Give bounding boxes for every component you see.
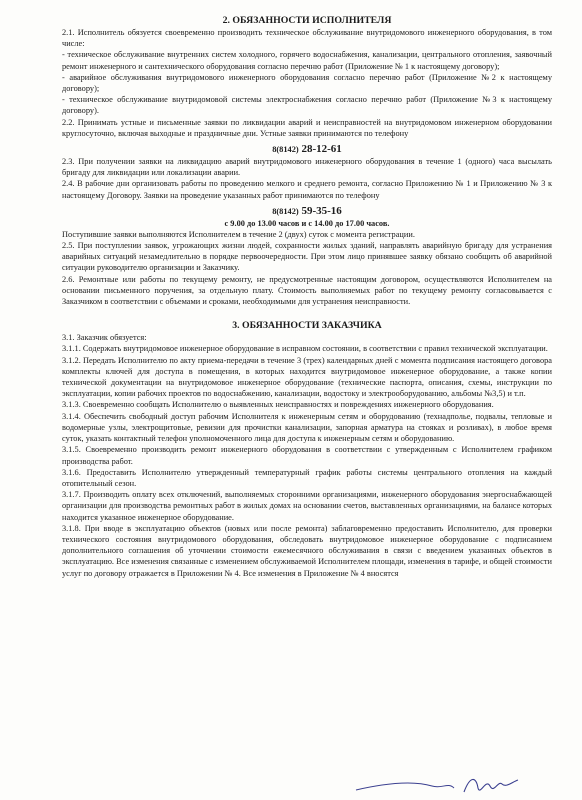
repair-phone: [62, 205, 552, 218]
clause-3-1-2: 3.1.2. Передать Исполнителю по акту приема-передачи в течение 3 (трех) календарных дней с момента подписания настоящего договора комплекты ключей для доступа в помещения, в которых находится внутридомовое инженерное оборудование, а также копии технической документации на внутридомовое инженерное оборудование (технические паспорта, описания, схемы, инструкции по эксплуатации, копии рабочих проектов по водоснабжению, канализации, водостоку и электрооборудованию, альбомы №3,5) и т.п.: [62, 355, 552, 399]
clause-3-1-5: 3.1.5. Своевременно производить ремонт инженерного оборудования в соответствии с утвержденным с Исполнителем графиком производства работ.: [62, 445, 552, 466]
working-hours: с 9.00 до 13.00 часов и с 14.00 до 17.00 часов.: [224, 218, 390, 228]
clause-2-1: 2.1. Исполнитель обязуется своевременно производить техническое обслуживание внутридомового инженерного оборудования, в том числе:: [62, 28, 552, 49]
clause-2-6: 2.6. Ремонтные или работы по текущему ремонту, не предусмотренные настоящим договором, осуществляются Исполнителем на основании письменного поручения, за отдельную плату. Стоимость выполняемых работ по текущему ремонту согласовывается с Заказчиком в соответствии с объемами и сроками, необходимыми для устранения неисправности.: [62, 274, 552, 307]
clause-2-4-note: Поступившие заявки выполняются Исполнителем в течение 2 (двух) суток с момента регистрации.: [62, 229, 415, 239]
clause-2-2: 2.2. Принимать устные и письменные заявки по ликвидации аварий и неисправностей на внутридомовом инженерном оборудовании круглосуточно, включая выходные и праздничные дни. Устные заявки принимаются по телефону: [62, 117, 552, 138]
clause-3-1-7: 3.1.7. Производить оплату всех отключений, выполняемых сторонними организациями, инженерного оборудования энергоснабжающей организации для производства ремонтных работ в жилых домах на основании счетов, выставленных организациями, на балансе которых находится указанное инженерное оборудование.: [62, 490, 552, 522]
signature-icon: [352, 770, 522, 798]
clause-3-1: 3.1. Заказчик обязуется:: [62, 333, 147, 343]
clause-2-1-item-1: - техническое обслуживание внутренних систем холодного, горячего водоснабжения, канализации, центрального отопления, заявочный ремонт инженерного и сантехнического оборудования согласно перечню работ (Приложение № 1 к настоящему договору);: [62, 50, 552, 71]
clause-3-1-4: 3.1.4. Обеспечить свободный доступ рабочим Исполнителя к инженерным сетям и оборудованию (технадполье, подвалы, тепловые и водомерные узлы, электрощитовые, ревизии для прочистки канализации, запорная арматура на стояках и розливах), в любое время суток, указать контактный телефон уполномоченного лица для доступа к инженерным сетям и оборудованию.: [62, 411, 552, 444]
section-3-title: 3. ОБЯЗАННОСТИ ЗАКАЗЧИКА: [232, 320, 382, 332]
section-2-title: 2. ОБЯЗАННОСТИ ИСПОЛНИТЕЛЯ: [222, 15, 392, 26]
clause-2-5: 2.5. При поступлении заявок, угрожающих жизни людей, сохранности жилых зданий, направлять аварийную бригаду для устранения аварийных ситуаций незамедлительно в порядке первоочередности. При этом лицо принявшее заявку обязано сообщить об аварийной ситуации руководителю организации и Заказчику.: [62, 241, 552, 273]
clause-3-1-8: 3.1.8. При вводе в эксплуатацию объектов (новых или после ремонта) заблаговременно предоставить Исполнителю, для проверки технического состояния внутридомового оборудования, обследовать внутридомовое инженерное оборудование с подписанием дополнительного соглашения об уточнении стоимости ежемесячного обслуживания в связи с введением указанных объектов в эксплуатацию. Все изменения связанные с изменением обслуживаемой Исполнителем площади, изменения в тарифе, и общей стоимости услуг по договору отражается в Приложении № 4. Все изменения в Приложение № 4 вносятся: [62, 523, 552, 578]
document-page: [62, 14, 552, 579]
clause-2-4: 2.4. В рабочие дни организовать работы по проведению мелкого и среднего ремонта, согласно Приложению № 1 и Приложению № 3 к настоящему Договору. Заявки на проведение указанных работ принимаются по телефону: [62, 179, 552, 200]
clause-2-1-item-3: - техническое обслуживание внутридомовой системы электроснабжения согласно перечню работ (Приложение №3 к настоящему договору).: [62, 95, 552, 116]
repair-phone-number: 59-35-16: [301, 204, 342, 217]
clause-3-1-1: 3.1.1. Содержать внутридомовое инженерное оборудование в исправном состоянии, в соответствии с правил технической эксплуатации.: [62, 344, 548, 354]
clause-2-1-item-2: - аварийное обслуживания внутридомового инженерного оборудования согласно перечню работ (Приложение №2 к настоящему договору);: [62, 72, 552, 94]
emergency-phone-number: 28-12-61: [301, 143, 342, 156]
repair-phone-prefix: 8(8142): [272, 206, 299, 216]
emergency-phone: [62, 143, 552, 156]
emergency-phone-prefix: 8(8142): [272, 145, 299, 155]
clause-2-3: 2.3. При получении заявки на ликвидацию аварий внутридомового инженерного оборудования в течение 1 (одного) часа высылать бригаду для ликвидации или локализации аварии.: [62, 157, 552, 178]
clause-3-1-3: 3.1.3. Своевременно сообщать Исполнителю о выявленных неисправностях и повреждениях инженерного оборудования.: [62, 400, 494, 410]
clause-3-1-6: 3.1.6. Предоставить Исполнителю утвержденный температурный график работы системы центрального отопления на каждый отопительный сезон.: [62, 467, 552, 488]
